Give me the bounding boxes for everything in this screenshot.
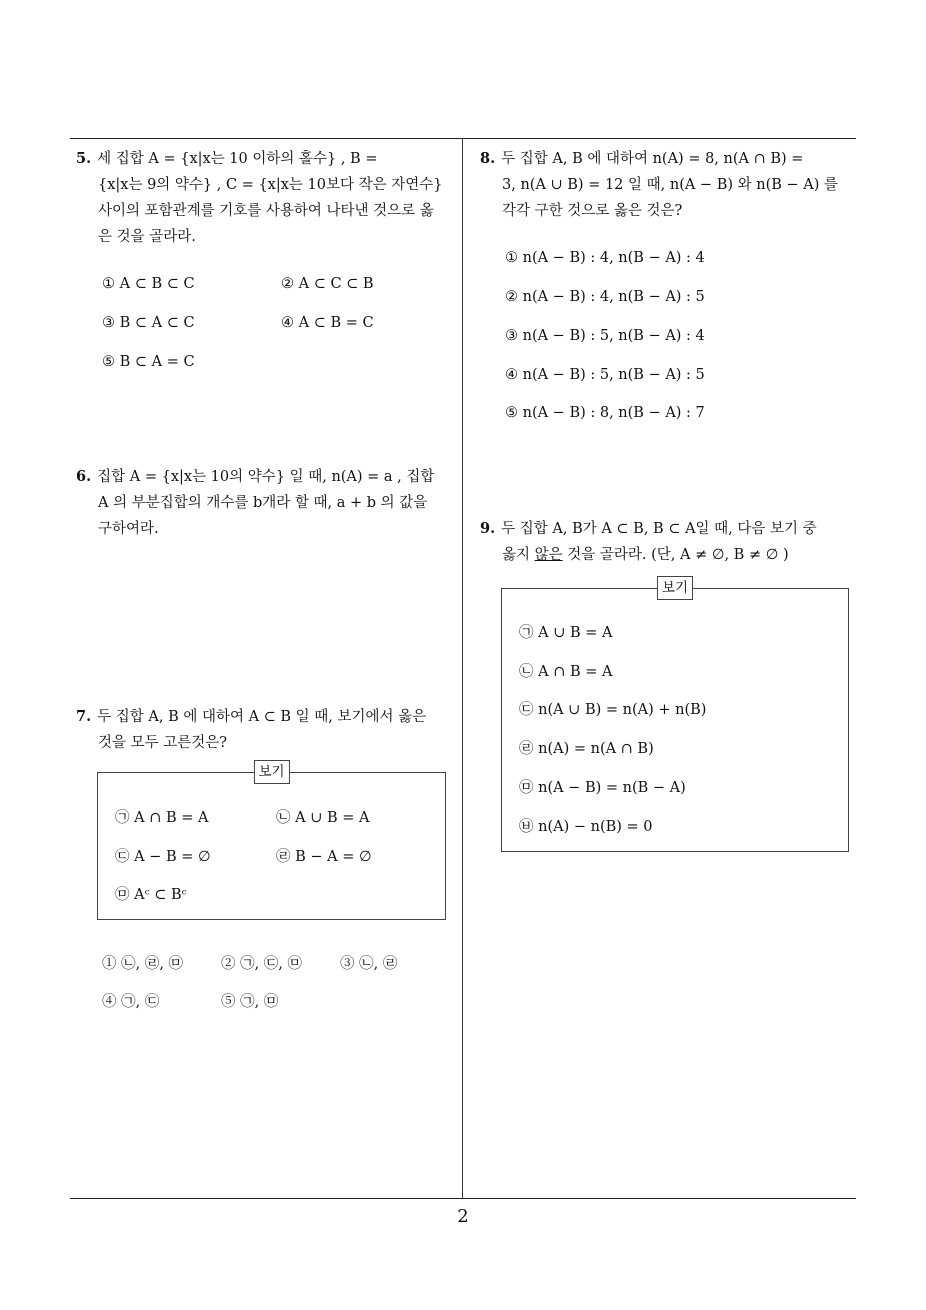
header-rule [70,138,856,139]
footer-rule [70,1198,856,1199]
question-6 [76,464,456,542]
q7-bogi-item-3: ㉢ A − B = ∅ [115,849,211,865]
q8-option-3[interactable]: ③ n(A − B) : 5, n(B − A) : 4 [505,328,705,344]
q8-option-4[interactable]: ④ n(A − B) : 5, n(B − A) : 5 [505,367,705,383]
q7-option-5[interactable]: ⑤ ㉠, ㉤ [221,994,279,1010]
question-7-line-1: 두 집합 A, B 에 대하여 A ⊂ B 일 때, 보기에서 옳은 [97,709,427,725]
question-5-line-2: {x|x는 9의 약수} , C = {x|x는 10보다 작은 자연수} [98,177,443,193]
q9-bogi-label: 보기 [657,576,693,600]
q7-bogi-box [97,764,446,920]
question-8-line-2: 3, n(A ∪ B) = 12 일 때, n(A − B) 와 n(B − A) 를 [502,177,838,193]
question-7 [76,704,456,756]
q9-bogi-item-6: ㉥ n(A) − n(B) = 0 [519,819,653,835]
q9-bogi-item-5: ㉤ n(A − B) = n(B − A) [519,780,686,796]
column-divider [462,138,463,1199]
q5-option-2[interactable]: ② A ⊂ C ⊂ B [281,276,374,292]
question-9-underlined-word: 않은 [534,547,563,563]
question-7-stem [76,704,456,756]
q9-bogi-item-3: ㉢ n(A ∪ B) = n(A) + n(B) [519,702,707,718]
question-5-line-4: 은 것을 골라라. [98,229,196,245]
q5-option-3[interactable]: ③ B ⊂ A ⊂ C [102,315,195,331]
question-9-stem [480,516,858,568]
q8-option-5[interactable]: ⑤ n(A − B) : 8, n(B − A) : 7 [505,405,705,421]
question-5-number: 5. [76,150,92,167]
q7-option-3[interactable]: ③ ㉡, ㉣ [340,956,398,972]
q7-bogi-label: 보기 [253,760,289,784]
q7-bogi-item-1: ㉠ A ∩ B = A [115,810,209,826]
q9-bogi-item-4: ㉣ n(A) = n(A ∩ B) [519,741,654,757]
q8-option-1[interactable]: ① n(A − B) : 4, n(B − A) : 4 [505,250,705,266]
q5-option-1[interactable]: ① A ⊂ B ⊂ C [102,276,195,292]
question-8-number: 8. [480,150,496,167]
question-6-line-3: 구하여라. [98,521,159,537]
q8-option-2[interactable]: ② n(A − B) : 4, n(B − A) : 5 [505,289,705,305]
question-6-stem [76,464,456,542]
question-9-line-2-after: 것을 골라라. (단, A ≠ ∅, B ≠ ∅ ) [562,547,789,563]
question-5-stem [76,146,456,250]
question-8-line-3: 각각 구한 것으로 옳은 것은? [502,203,683,219]
q7-option-4[interactable]: ④ ㉠, ㉢ [102,994,160,1010]
q7-option-2[interactable]: ② ㉠, ㉢, ㉤ [221,956,303,972]
q9-bogi-box [501,580,849,852]
question-9-number: 9. [480,520,496,537]
question-6-line-1: 집합 A = {x|x는 10의 약수} 일 때, n(A) = a , 집합 [97,469,435,485]
q5-option-4[interactable]: ④ A ⊂ B = C [281,315,374,331]
q9-bogi-item-2: ㉡ A ∩ B = A [519,664,613,680]
q7-bogi-item-2: ㉡ A ∪ B = A [276,810,370,826]
question-5-line-1: 세 집합 A = {x|x는 10 이하의 홀수} , B = [97,151,378,167]
question-6-number: 6. [76,468,92,485]
q5-option-5[interactable]: ⑤ B ⊂ A = C [102,354,195,370]
question-7-number: 7. [76,708,92,725]
question-9-line-1: 두 집합 A, B가 A ⊂ B, B ⊂ A일 때, 다음 보기 중 [501,521,817,537]
question-8 [480,146,858,224]
question-7-line-2: 것을 모두 고른것은? [98,735,228,751]
question-5 [76,146,456,250]
q7-bogi-item-5: ㉤ Aᶜ ⊂ Bᶜ [115,887,187,903]
q7-bogi-item-4: ㉣ B − A = ∅ [276,849,372,865]
q7-option-1[interactable]: ① ㉡, ㉣, ㉤ [102,956,184,972]
question-5-line-3: 사이의 포함관계를 기호를 사용하여 나타낸 것으로 옳 [98,203,434,219]
question-6-line-2: A 의 부분집합의 개수를 b개라 할 때, a + b 의 값을 [98,495,428,511]
question-9-line-2 [480,542,858,568]
question-9-line-2-before: 옳지 [502,547,535,563]
q9-bogi-item-1: ㉠ A ∪ B = A [519,625,613,641]
page-number: 2 [457,1206,469,1227]
question-8-line-1: 두 집합 A, B 에 대하여 n(A) = 8, n(A ∩ B) = [501,151,804,167]
question-8-stem [480,146,858,224]
question-9 [480,516,858,568]
